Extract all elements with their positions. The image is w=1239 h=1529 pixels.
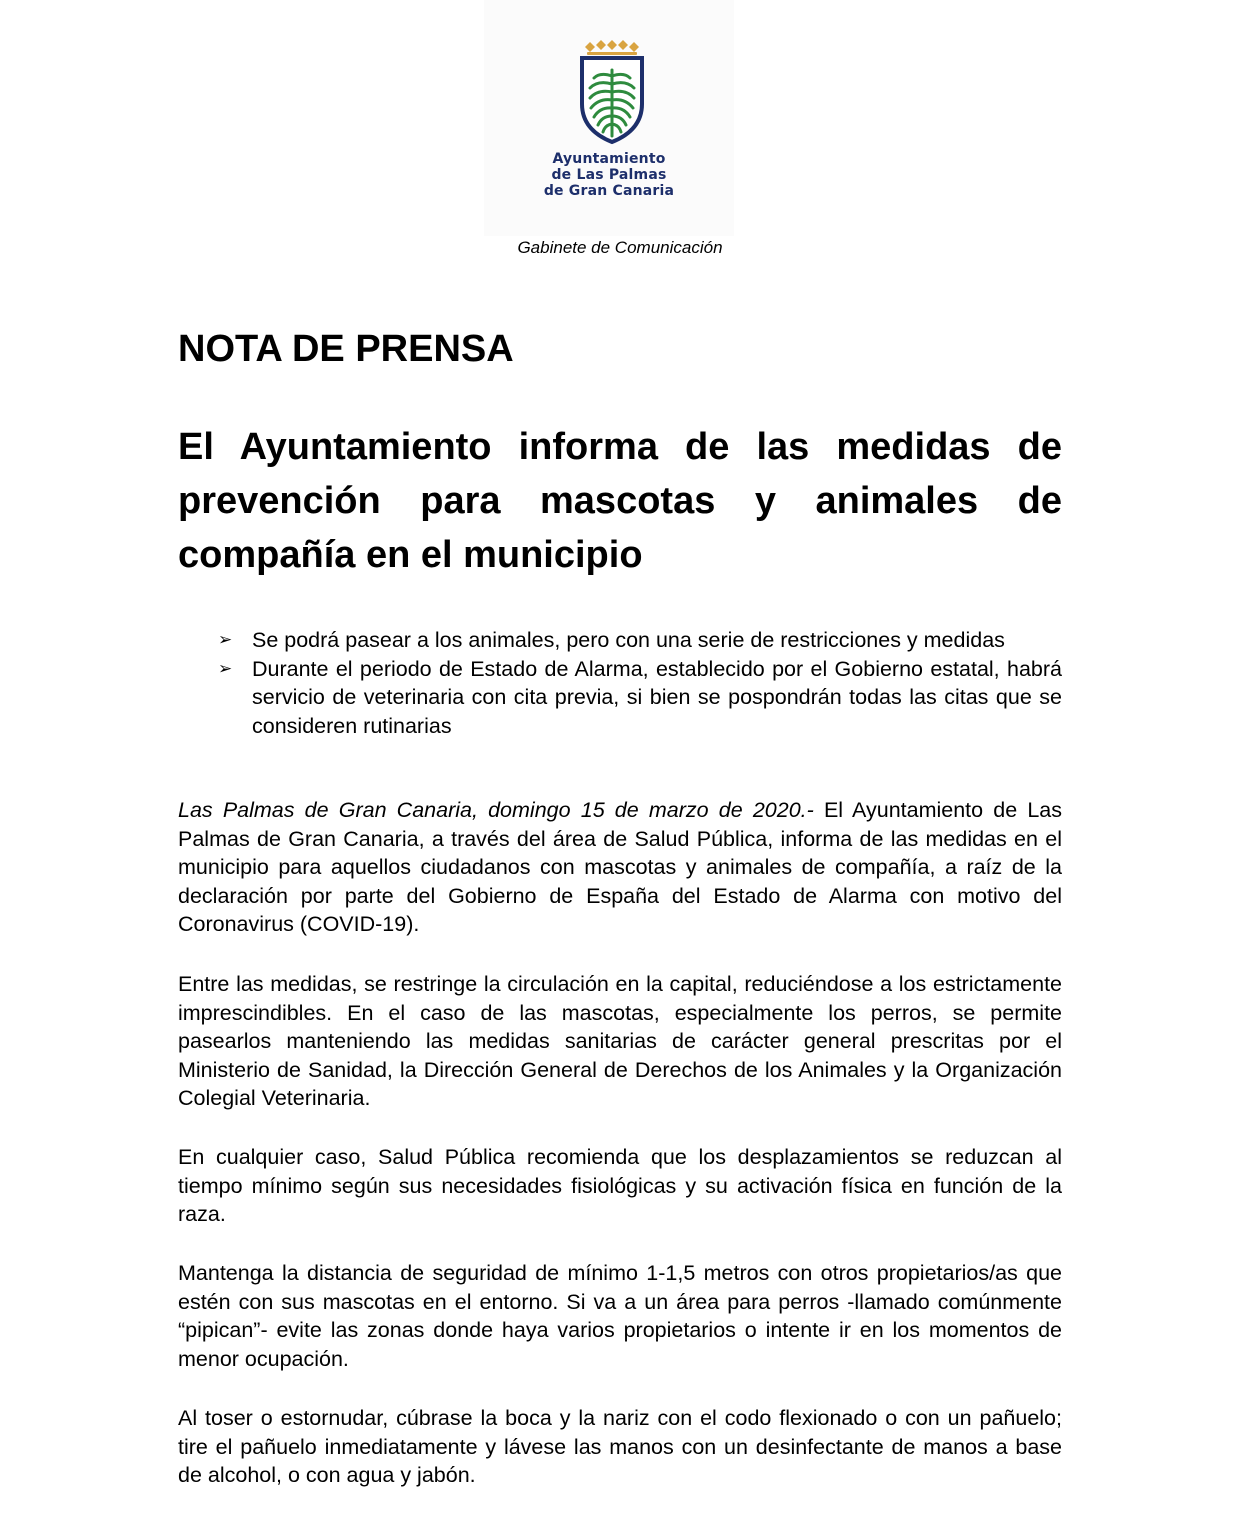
logo-wordmark — [484, 151, 734, 199]
logo-line: de Las Palmas — [551, 167, 667, 183]
bullet-text: Durante el periodo de Estado de Alarma, establecido por el Gobierno estatal, habrá servicio de veterinaria con cita previa, si bien se pospondrán todas las citas que se consideren rutinarias — [252, 656, 1062, 738]
logo-line: de Gran Canaria — [543, 183, 675, 199]
logo-line: Ayuntamiento — [552, 151, 666, 167]
body-paragraph-3: En cualquier caso, Salud Pública recomienda que los desplazamientos se reduzcan al tiempo mínimo según sus necesidades fisiológicas y su activación física en función de la raza. — [178, 1145, 1062, 1226]
summary-bullets — [212, 626, 1062, 740]
bullet-text: Se podrá pasear a los animales, pero con una serie de restricciones y medidas — [252, 628, 1005, 652]
body-paragraph-2: Entre las medidas, se restringe la circulación en la capital, reduciéndose a los estrictamente imprescindibles. En el caso de las mascotas, especialmente los perros, se permite pasearlos manteniendo las medidas sanitarias de carácter general prescritas por el Ministerio de Sanidad, la Dirección General de Derechos de los Animales y la Organización Colegial Veterinaria. — [178, 972, 1062, 1110]
bullet-item — [212, 655, 1062, 741]
city-logo — [484, 0, 734, 236]
headline: El Ayuntamiento informa de las medidas de prevención para mascotas y animales de compañía en el municipio — [178, 426, 1062, 576]
body-paragraph-1 — [178, 796, 1062, 939]
arrowhead-bullet-icon: ➢ — [218, 630, 233, 649]
office-name: Gabinete de Comunicación — [517, 238, 723, 257]
press-release-label: NOTA DE PRENSA — [178, 328, 514, 370]
arrowhead-bullet-icon: ➢ — [218, 658, 233, 678]
bullet-item — [212, 626, 1062, 655]
dateline: Las Palmas de Gran Canaria, domingo 15 de marzo de 2020.- — [178, 798, 814, 822]
crown-icon — [585, 40, 639, 55]
paragraph-text: El Ayuntamiento de Las Palmas de Gran Canaria, a través del área de Salud Pública, informa de las medidas en el municipio para aquellos ciudadanos con mascotas y animales de compañía, a raíz de la declaración por parte del Gobierno de España del Estado de Alarma con motivo del Coronavirus (COVID-19). — [178, 798, 1063, 936]
coat-of-arms-icon — [484, 0, 734, 150]
body-paragraph-4: Mantenga la distancia de seguridad de mínimo 1-1,5 metros con otros propietarios/as que estén con sus mascotas en el entorno. Si va a un área para perros -llamado comúnmente “pipican”- evite las zonas donde haya varios propietarios o intente ir en los momentos de menor ocupación. — [178, 1261, 1062, 1371]
body-paragraph-5: Al toser o estornudar, cúbrase la boca y la nariz con el codo flexionado o con un pañuelo; tire el pañuelo inmediatamente y lávese las manos con un desinfectante de manos a base de alcohol, o con agua y jabón. — [178, 1406, 1062, 1487]
